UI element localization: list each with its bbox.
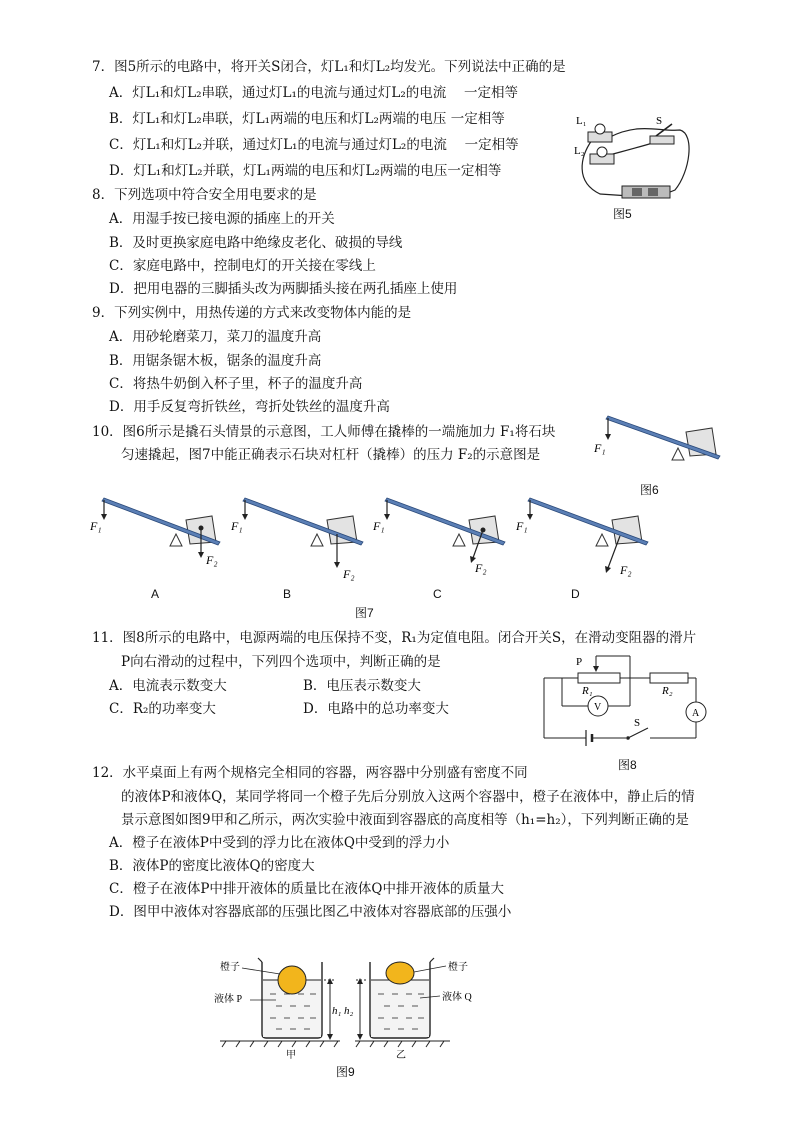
fig9-h1-label: h₁: [332, 1005, 342, 1017]
q12-option-b: B．液体P的密度比液体Q的密度大: [109, 858, 315, 874]
q8-stem: 8．下列选项中符合安全用电要求的是: [92, 187, 317, 203]
fig5-label-l1: L₁: [576, 115, 587, 127]
figure-5-caption: 图5: [613, 207, 632, 221]
q8-option-b: B．及时更换家庭电路中绝缘皮老化、破损的导线: [109, 235, 403, 251]
figure-7-lever-a: [88, 490, 228, 570]
fig9-liquid-q-label: 液体 Q: [442, 992, 472, 1003]
fig9-orange-right-label: 橙子: [448, 962, 468, 973]
q9-option-a: A．用砂轮磨菜刀，菜刀的温度升高: [109, 329, 322, 345]
q8-option-c: C．家庭电路中，控制电灯的开关接在零线上: [109, 258, 376, 274]
fig6-fulcrum: [672, 448, 684, 460]
fig6-f1-label: F₁: [594, 441, 606, 455]
fig7-choice-a: A: [151, 587, 160, 601]
q11-option-d: D．电路中的总功率变大: [303, 701, 449, 717]
fig7-choice-b: B: [283, 587, 292, 601]
resistor-r1: [578, 673, 620, 683]
q12-stem-line1: 12．水平桌面上有两个规格完全相同的容器，两容器中分别盛有密度不同: [92, 765, 528, 781]
fig7d-f2-label: F₂: [620, 563, 632, 577]
fig7a-f1-label: F₁: [90, 519, 102, 533]
q7-option-c: C．灯L₁和灯L₂并联，通过灯L₁的电流与通过灯L₂的电流 一定相等: [109, 137, 519, 153]
figure-9-caption: 图9: [336, 1065, 355, 1079]
q9-option-d: D．用手反复弯折铁丝，弯折处铁丝的温度升高: [109, 399, 390, 415]
q10-stem-line1: 10．图6所示是撬石头情景的示意图，工人师傅在撬棒的一端施加力 F₁将石块: [92, 424, 556, 440]
q8-option-a: A．用湿手按已接电源的插座上的开关: [109, 211, 335, 227]
fig7c-f1-label: F₁: [373, 519, 385, 533]
battery-icon: [622, 186, 670, 198]
q10-stem-line2: 匀速撬起，图7中能正确表示石块对杠杆（撬棒）的压力 F₂的示意图是: [121, 447, 541, 463]
figure-9-containers: [214, 942, 500, 1062]
q12-stem-line3: 景示意图如图9甲和乙所示，两次实验中液面到容器底的高度相等（h₁=h₂），下列判断正确的是: [121, 812, 689, 828]
fig9-liquid-p-label: 液体 P: [214, 994, 243, 1005]
q9-stem: 9．下列实例中，用热传递的方式来改变物体内能的是: [92, 305, 412, 321]
fig9-jia-label: 甲: [286, 1050, 296, 1061]
fig7c-f2-label: F₂: [475, 561, 487, 575]
fig8-label-p: P: [576, 656, 583, 668]
q12-option-d: D．图甲中液体对容器底部的压强比图乙中液体对容器底部的压强小: [109, 904, 512, 920]
figure-5-circuit: [570, 112, 700, 212]
q11-option-b: B．电压表示数变大: [303, 678, 421, 694]
fig7-choice-c: C: [433, 587, 442, 601]
q8-option-d: D．把用电器的三脚插头改为两脚插头接在两孔插座上使用: [109, 281, 458, 297]
figure-7-caption: 图7: [355, 606, 374, 620]
q11-stem-line1: 11．图8所示的电路中，电源两端的电压保持不变，R₁为定值电阻。闭合开关S，在滑动变阻器的滑片: [92, 630, 697, 646]
q7-option-b: B．灯L₁和灯L₂串联，灯L₁两端的电压和灯L₂两端的电压 一定相等: [109, 111, 505, 127]
figure-6-caption: 图6: [640, 483, 659, 497]
figure-7-lever-d: [516, 490, 656, 585]
fig5-label-l2: L₂: [574, 145, 585, 157]
q12-stem-line2: 的液体P和液体Q，某同学将同一个橙子先后分别放入这两个容器中，橙子在液体中，静止后的情: [121, 789, 695, 805]
figure-6-lever: [590, 410, 730, 470]
fig7a-f2-label: F₂: [206, 553, 218, 567]
fig9-h2-label: h₂: [344, 1005, 354, 1017]
q12-option-c: C．橙子在液体P中排开液体的质量比在液体Q中排开液体的质量大: [109, 881, 504, 897]
figure-8-circuit: [540, 650, 720, 750]
fig8-label-r2: R₂: [662, 685, 673, 697]
fig8-label-s: S: [634, 717, 641, 729]
q12-option-a: A．橙子在液体P中受到的浮力比在液体Q中受到的浮力小: [109, 835, 450, 851]
figure-7-lever-c: [373, 490, 513, 580]
fig5-label-s: S: [656, 115, 663, 127]
q7-stem: 7．图5所示的电路中，将开关S闭合，灯L₁和灯L₂均发光。下列说法中正确的是: [92, 59, 566, 75]
q7-option-d: D．灯L₁和灯L₂并联，灯L₁两端的电压和灯L₂两端的电压一定相等: [109, 163, 502, 179]
fig9-yi-label: 乙: [396, 1050, 406, 1061]
fig7-choice-d: D: [571, 587, 580, 601]
q7-option-a: A．灯L₁和灯L₂串联，通过灯L₁的电流与通过灯L₂的电流 一定相等: [109, 85, 519, 101]
figure-7-lever-b: [231, 490, 371, 580]
fig7b-f2-label: F₂: [343, 567, 355, 581]
figure-8-caption: 图8: [618, 758, 637, 772]
orange-in-q: [386, 962, 414, 984]
fig8-label-r1: R₁: [582, 685, 593, 697]
fig8-label-a: A: [692, 708, 700, 719]
orange-in-p: [278, 966, 306, 994]
fig7b-f1-label: F₁: [231, 519, 243, 533]
q9-option-c: C．将热牛奶倒入杯子里，杯子的温度升高: [109, 376, 363, 392]
q11-option-c: C．R₂的功率变大: [109, 701, 216, 717]
switch-s-icon: [628, 728, 648, 738]
lamp-l2-icon: [597, 147, 607, 157]
lamp-l1-icon: [595, 124, 605, 134]
q9-option-b: B．用锯条锯木板，锯条的温度升高: [109, 353, 322, 369]
q11-option-a: A．电流表示数变大: [109, 678, 227, 694]
fig8-label-v: V: [594, 702, 602, 713]
q11-stem-line2: P向右滑动的过程中，下列四个选项中，判断正确的是: [121, 654, 441, 670]
fig7d-f1-label: F₁: [516, 519, 528, 533]
resistor-r2: [650, 673, 688, 683]
fig9-orange-left-label: 橙子: [220, 962, 240, 973]
